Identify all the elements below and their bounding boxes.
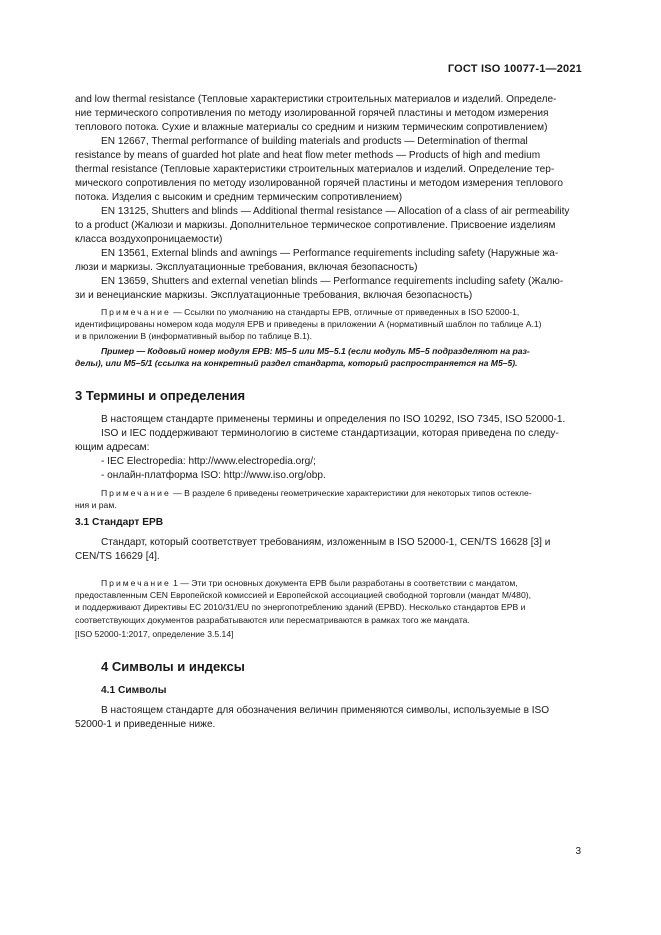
subsection-3-1-title bbox=[75, 517, 585, 528]
text-line: и поддерживают Директивы ЕС 2010/31/EU по энергопотреблению зданий (EPBD). Несколько стандартов ЕРВ и bbox=[75, 602, 526, 613]
text-line: EN 13561, External blinds and awnings — Performance requirements including safety (Наружные жа- bbox=[101, 248, 559, 259]
section-3-body bbox=[75, 413, 585, 483]
bibliography-continuation bbox=[75, 93, 585, 135]
document-header: ГОСТ ISO 10077-1—2021 bbox=[447, 63, 582, 75]
text-line: to a product (Жалюзи и маркизы. Дополнительное термическое сопротивление. Присвоение изделиям bbox=[75, 220, 556, 232]
section-title-text: 3 Термины и определения bbox=[75, 388, 246, 403]
text-line: — Ссылки по умолчанию на стандарты ЕРВ, отличные от приведенных в ISO 52000-1, bbox=[170, 307, 520, 317]
text-line: ние термического сопротивления по методу изолированной горячей пластины и методом измерения bbox=[75, 108, 549, 120]
text-line: thermal resistance (Тепловые характеристики строительных материалов и изделий. Определение тер- bbox=[75, 164, 555, 176]
note-label: Примечание bbox=[101, 578, 171, 588]
text-line: класса воздухопроницаемости) bbox=[75, 234, 223, 246]
text-line: CEN/TS 16629 [4]. bbox=[75, 551, 160, 563]
reference-en-13659 bbox=[75, 275, 585, 303]
text-line: EN 12667, Thermal performance of building materials and products — Determination of thermal bbox=[101, 136, 528, 147]
text-line: 52000-1 и приведенные ниже. bbox=[75, 719, 216, 731]
text-line: мического сопротивления по методу изолированной горячей пластины и методом измерения теплового bbox=[75, 178, 563, 190]
text-line: Эти три основных документа ЕРВ были разработаны в соответствии с мандатом, bbox=[191, 578, 518, 588]
note-section-6 bbox=[75, 487, 585, 511]
link-line-electropedia: - IEC Electropedia: http://www.electropedia.org/; bbox=[101, 456, 316, 468]
section-3-title bbox=[75, 388, 585, 403]
note-default-references bbox=[75, 306, 585, 343]
example-module-code bbox=[75, 345, 585, 370]
definition-source bbox=[75, 628, 585, 640]
text-line: потока. Изделия с высоким и средним термическим сопротивлением) bbox=[75, 192, 403, 204]
subsection-title-text: 4.1 Символы bbox=[101, 685, 167, 696]
reference-en-12667 bbox=[75, 135, 585, 205]
note-1-epb-documents bbox=[75, 577, 585, 626]
text-line: В настоящем стандарте для обозначения величин применяются символы, используемые в ISO bbox=[101, 705, 550, 716]
text-line: зи и венецианские маркизы. Эксплуатационные требования, включая безопасность) bbox=[75, 290, 473, 302]
section-title-text: 4 Символы и индексы bbox=[101, 659, 245, 674]
text-line: теплового потока. Сухие и влажные материалы со средним и низким термическим сопротивлением) bbox=[75, 122, 548, 134]
subsection-4-1-title bbox=[75, 685, 585, 696]
text-line: ющим адресам: bbox=[75, 442, 150, 454]
note-label: Примечание bbox=[101, 488, 171, 498]
text-line: EN 13125, Shutters and blinds — Additional thermal resistance — Allocation of a class of air permeability bbox=[101, 206, 570, 217]
text-line: Стандарт, который соответствует требованиям, изложенным в ISO 52000-1, CEN/TS 16628 [3] и bbox=[101, 537, 551, 548]
subsection-4-1-body bbox=[75, 704, 585, 732]
reference-en-13125 bbox=[75, 205, 585, 247]
text-line: and low thermal resistance (Тепловые характеристики строительных материалов и изделий. Определе- bbox=[75, 94, 557, 105]
text-line: Пример — Кодовый номер модуля ЕРВ: М5–5 или М5–5.1 (если модуль М5–5 подразделяют на раз- bbox=[101, 346, 530, 356]
source-text: [ISO 52000-1:2017, определение 3.5.14] bbox=[75, 629, 234, 639]
text-line: соответствующих документов разрабатываются или пересматриваются в рамках того же мандата. bbox=[75, 614, 470, 625]
text-line: предоставленным CEN Европейской комиссией и Европейской ассоциацией свободной торговли (мандат M/480), bbox=[75, 590, 531, 601]
subsection-3-1-body bbox=[75, 536, 585, 564]
text-line: ISO и IEC поддерживают терминологию в системе стандартизации, которая приведена по следу- bbox=[101, 428, 559, 440]
section-4-title bbox=[75, 659, 585, 674]
text-line: EN 13659, Shutters and external venetian blinds — Performance requirements including safety (Жалю- bbox=[101, 276, 564, 287]
reference-en-13561 bbox=[75, 247, 585, 275]
note-label: Примечание bbox=[101, 307, 171, 317]
text-line: resistance by means of guarded hot plate and heat flow meter methods — Products of high and medium bbox=[75, 150, 541, 162]
page-number: 3 bbox=[575, 846, 581, 857]
text-line: идентифицированы номером кода модуля ЕРВ и приведены в приложении А (нормативный шаблон по таблице А.1) bbox=[75, 319, 542, 330]
text-line: ния и рам. bbox=[75, 500, 117, 511]
subsection-title-text: 3.1 Стандарт ЕРВ bbox=[75, 517, 164, 528]
link-line-iso-obp: - онлайн-платформа ISO: http://www.iso.org/obp. bbox=[101, 470, 326, 482]
note-number: 1 — bbox=[170, 578, 192, 588]
text-line: — В разделе 6 приведены геометрические характеристики для некоторых типов остекле- bbox=[170, 488, 532, 498]
text-line: и в приложении В (информативный выбор по таблице В.1). bbox=[75, 331, 313, 342]
text-line: делы), или М5–5/1 (ссылка на конкретный раздел стандарта, который распространяется на М5–5). bbox=[75, 358, 518, 369]
text-line: люзи и маркизы. Эксплуатационные требования, включая безопасность) bbox=[75, 262, 418, 274]
text-line: В настоящем стандарте применены термины и определения по ISO 10292, ISO 7345, ISO 52000-1. bbox=[101, 414, 566, 425]
